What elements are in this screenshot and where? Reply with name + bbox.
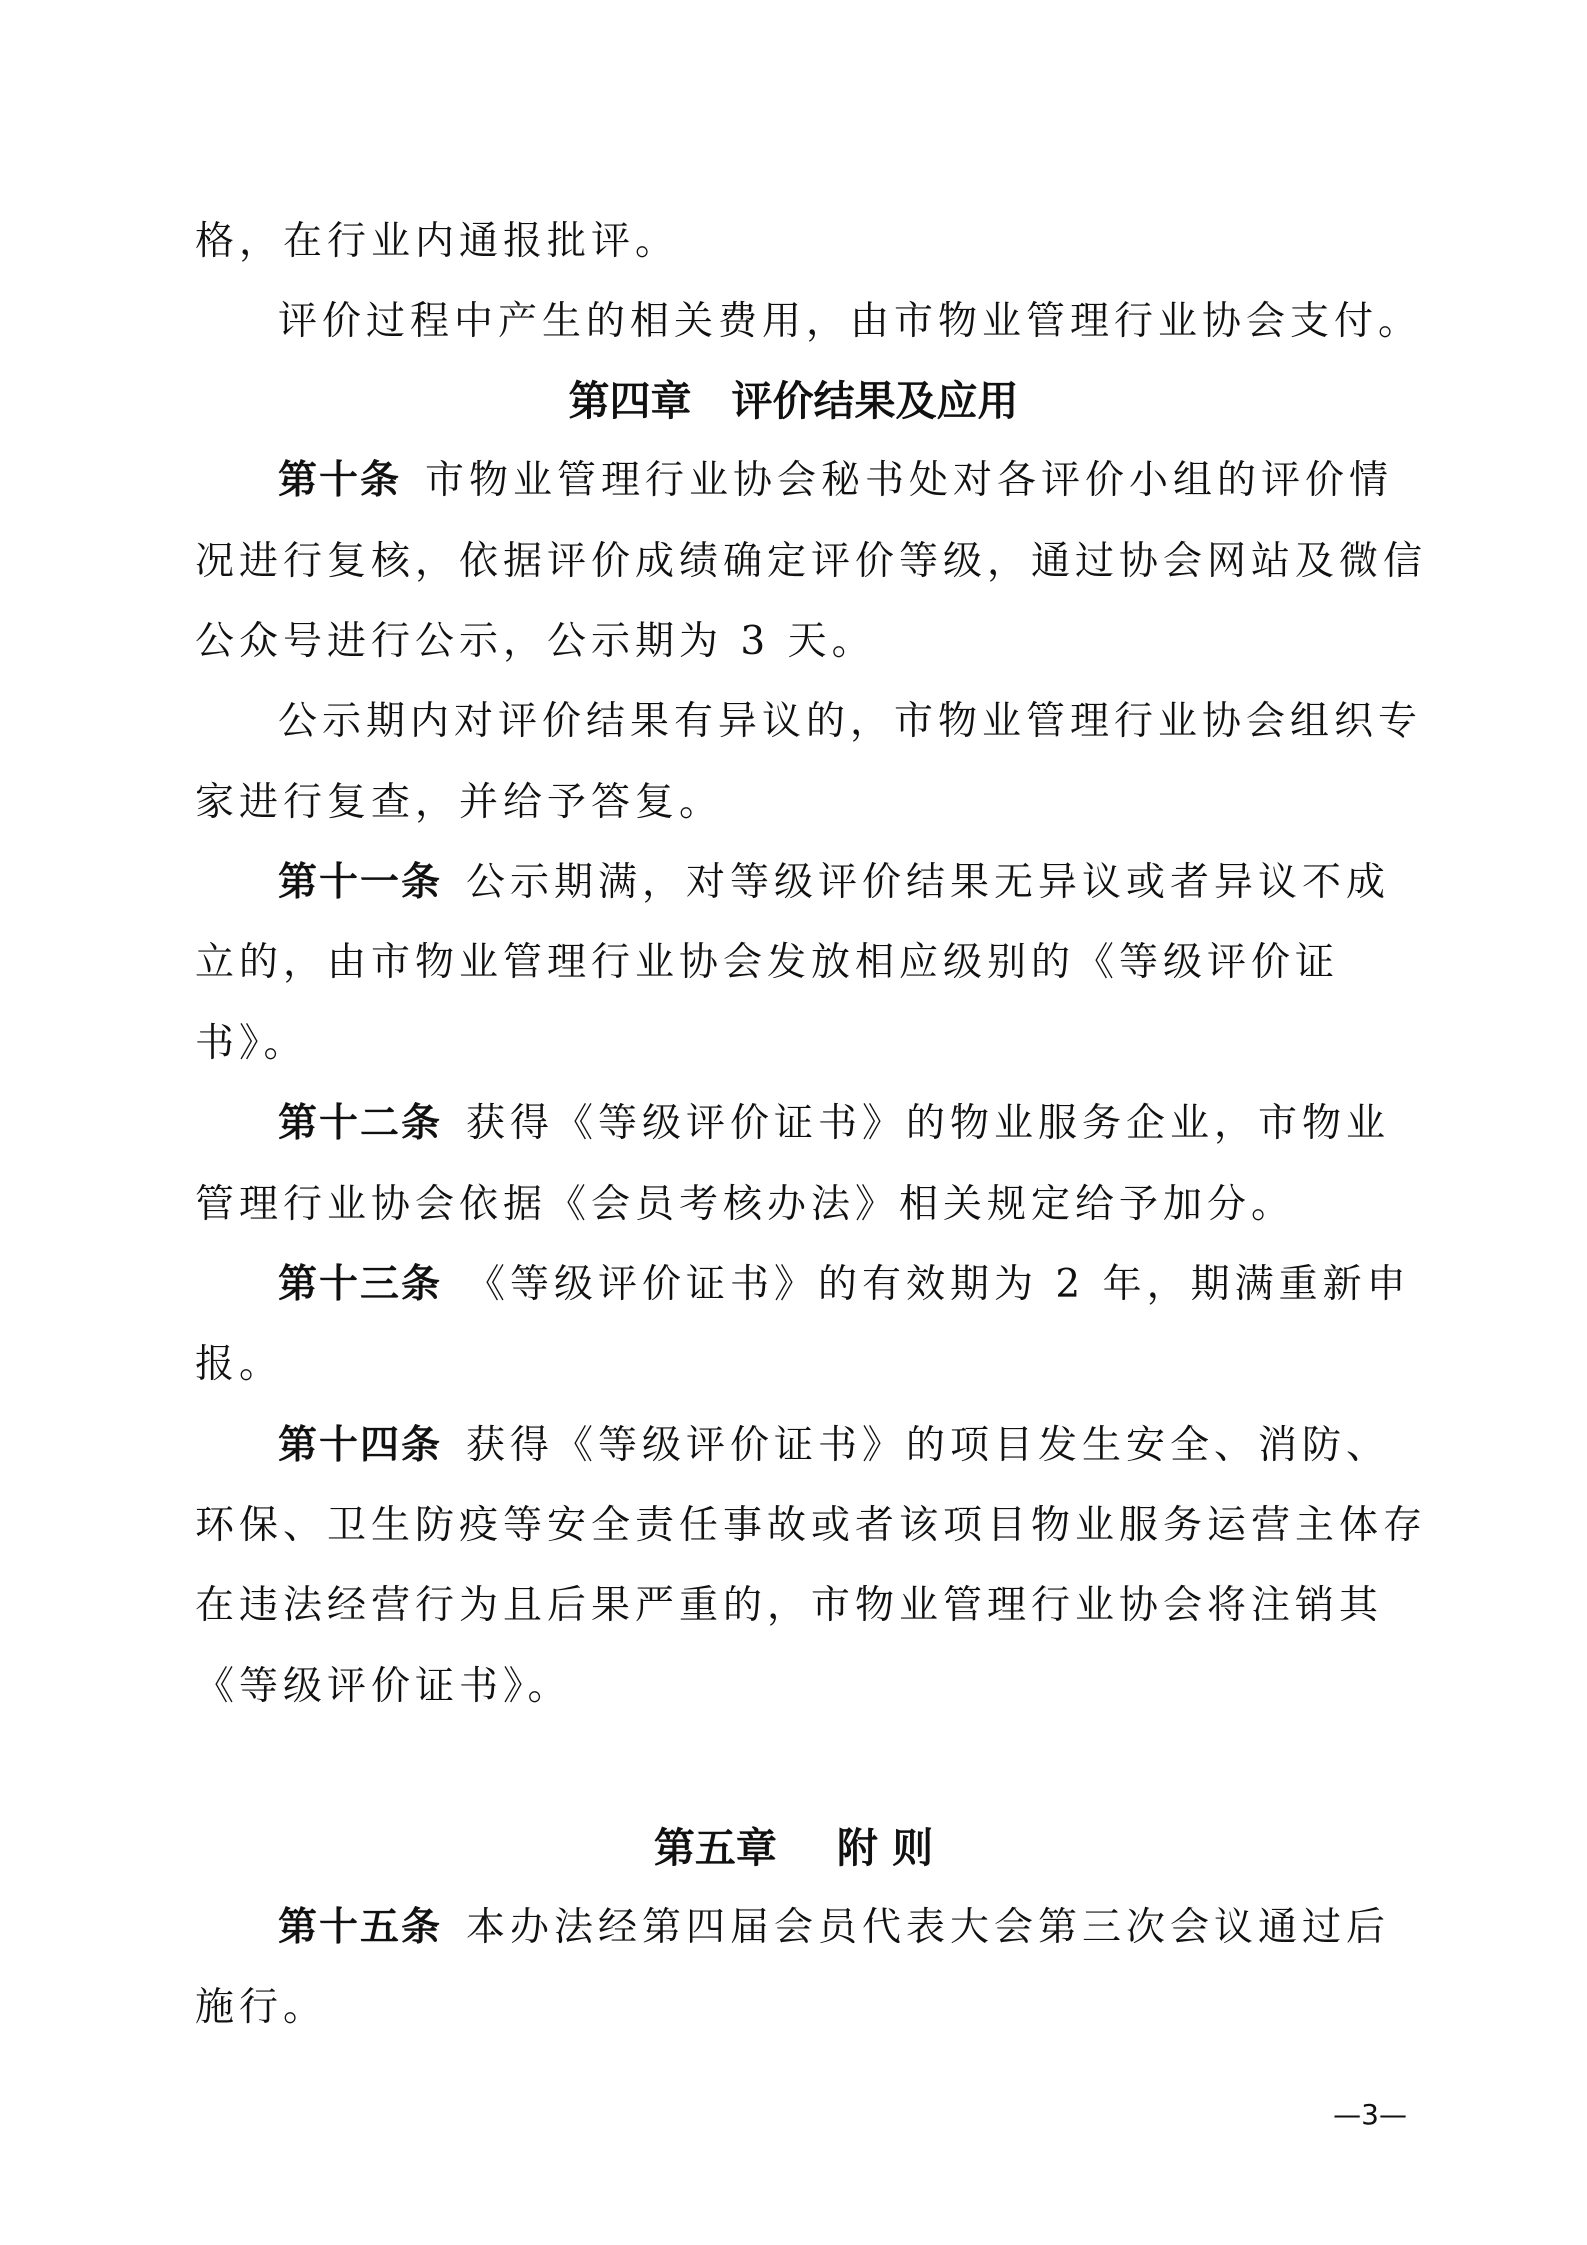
page-number: —3—: [1333, 2098, 1407, 2131]
chapter-4-title: 评价结果及应用: [731, 377, 1019, 425]
article-10: 第十条 市物业管理行业协会秘书处对各评价小组的评价情: [278, 458, 1394, 503]
paragraph-line: 公众号进行公示，公示期为 3 天。: [195, 619, 876, 664]
chapter-5-heading: [0, 1818, 1587, 1878]
chapter-4-number: 第四章: [568, 377, 692, 425]
article-15: 第十五条 本办法经第四届会员代表大会第三次会议通过后: [278, 1905, 1391, 1950]
article-10-label: 第十条: [278, 458, 402, 503]
paragraph-line: 立的，由市物业管理行业协会发放相应级别的《等级评价证: [195, 940, 1340, 985]
paragraph-line: 环保、卫生防疫等安全责任事故或者该项目物业服务运营主体存: [195, 1503, 1428, 1548]
paragraph-line: 在违法经营行为且后果严重的，市物业管理行业协会将注销其: [195, 1583, 1384, 1628]
article-14: 第十四条 获得《等级评价证书》的项目发生安全、消防、: [278, 1423, 1391, 1468]
article-13-label: 第十三条: [278, 1262, 443, 1307]
article-15-label: 第十五条: [278, 1905, 443, 1950]
paragraph-line: 况进行复核，依据评价成绩确定评价等级，通过协会网站及微信: [195, 539, 1428, 584]
paragraph-line: 报。: [195, 1342, 284, 1387]
article-12: 第十二条 获得《等级评价证书》的物业服务企业，市物业: [278, 1101, 1391, 1146]
article-13: 第十三条 《等级评价证书》的有效期为 2 年，期满重新申: [278, 1262, 1411, 1307]
paragraph-line: 施行。: [195, 1985, 328, 2030]
chapter-4-heading: [0, 371, 1587, 431]
article-11-label: 第十一条: [278, 860, 443, 905]
chapter-5-number: 第五章: [653, 1824, 777, 1872]
chapter-5-title: 附 则: [836, 1824, 934, 1872]
paragraph-line: 评价过程中产生的相关费用，由市物业管理行业协会支付。: [278, 299, 1423, 344]
article-14-label: 第十四条: [278, 1423, 443, 1468]
paragraph-line: 公示期内对评价结果有异议的，市物业管理行业协会组织专: [278, 699, 1423, 744]
paragraph-line: 格，在行业内通报批评。: [195, 219, 680, 264]
paragraph-line: 书》。: [195, 1021, 308, 1066]
paragraph-line: 管理行业协会依据《会员考核办法》相关规定给予加分。: [195, 1182, 1296, 1227]
paragraph-line: 《等级评价证书》。: [195, 1664, 572, 1709]
article-12-label: 第十二条: [278, 1101, 443, 1146]
paragraph-line: 家进行复查，并给予答复。: [195, 780, 724, 825]
article-11: 第十一条 公示期满，对等级评价结果无异议或者异议不成: [278, 860, 1391, 905]
